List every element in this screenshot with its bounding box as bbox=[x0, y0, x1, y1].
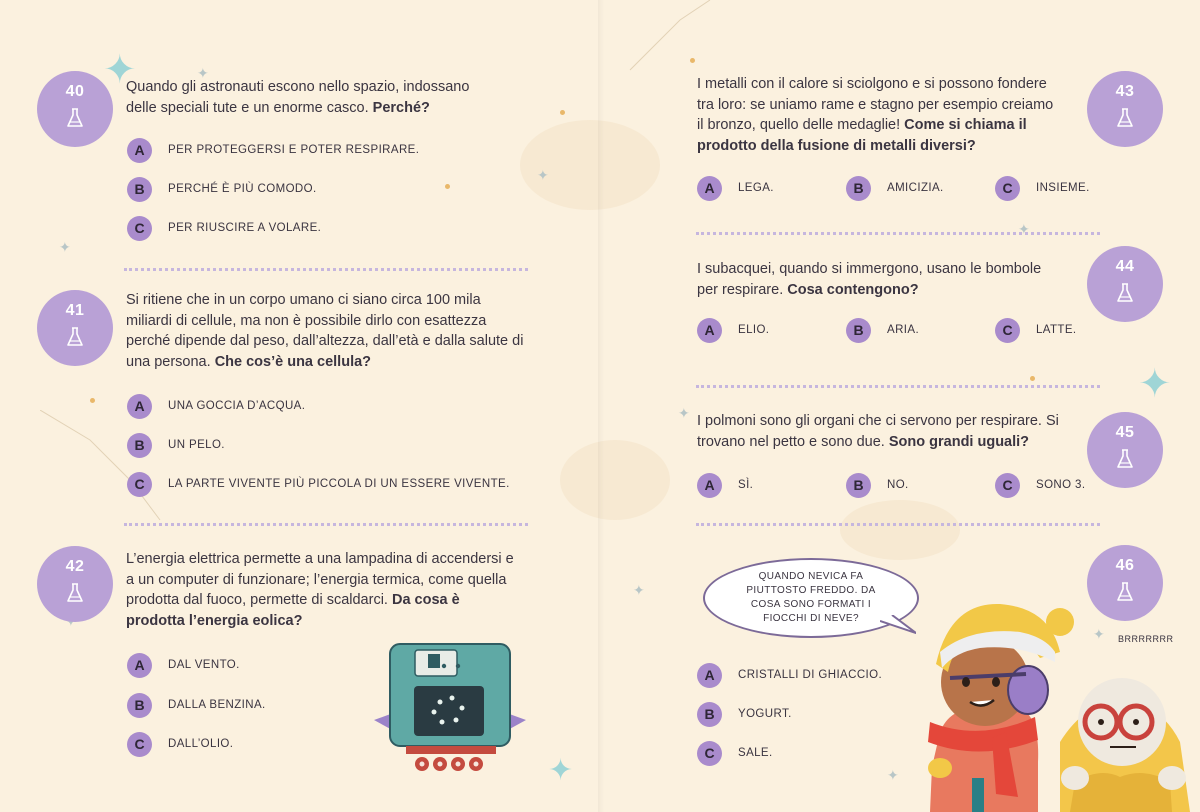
option-letter: A bbox=[697, 176, 722, 201]
flask-icon bbox=[66, 582, 84, 604]
sparkle-icon: ✦ bbox=[678, 405, 690, 421]
option-label: LA PARTE VIVENTE PIÙ PICCOLA DI UN ESSERE VIVENTE. bbox=[168, 478, 510, 490]
star-icon: ✦ bbox=[548, 754, 574, 787]
question-text: Quando gli astronauti escono nello spazio, indossano delle speciali tute e un enorme casco. Perché? bbox=[126, 79, 470, 116]
option-letter: B bbox=[697, 702, 722, 727]
option-label: PER PROTEGGERSI E POTER RESPIRARE. bbox=[168, 144, 420, 156]
question-number: 44 bbox=[1115, 258, 1135, 275]
sparkle-icon: ✦ bbox=[1018, 221, 1030, 237]
question-number-badge bbox=[1087, 71, 1163, 147]
cold-children-illustration bbox=[910, 582, 1200, 812]
speech-bubble-text: QUANDO NEVICA FA PIUTTOSTO FREDDO. DA COSA SONO FORMATI I FIOCCHI DI NEVE? bbox=[746, 571, 876, 624]
sparkle-icon: ✦ bbox=[197, 65, 209, 81]
dotted-separator bbox=[696, 385, 1100, 388]
answer-option-a[interactable] bbox=[127, 652, 240, 678]
option-label: YOGURT. bbox=[738, 708, 792, 720]
option-letter: C bbox=[995, 473, 1020, 498]
answer-option-c[interactable] bbox=[127, 731, 233, 757]
shiver-sound-text: BRRRRRRR bbox=[1118, 634, 1174, 644]
option-letter: C bbox=[995, 318, 1020, 343]
answer-option-c[interactable] bbox=[127, 215, 321, 241]
option-label: PER RIUSCIRE A VOLARE. bbox=[168, 222, 322, 234]
option-label: DALL’OLIO. bbox=[168, 738, 234, 750]
option-label: LATTE. bbox=[1036, 324, 1077, 336]
option-letter: A bbox=[697, 318, 722, 343]
sparkle-icon: ✦ bbox=[59, 239, 71, 255]
option-label: ELIO. bbox=[738, 324, 770, 336]
question-number-badge bbox=[1087, 412, 1163, 488]
answer-option-a[interactable] bbox=[697, 175, 774, 201]
answer-option-a[interactable] bbox=[127, 393, 305, 419]
option-letter: A bbox=[127, 653, 152, 678]
option-letter: A bbox=[697, 663, 722, 688]
question-number-badge bbox=[1087, 246, 1163, 322]
dotted-separator bbox=[696, 523, 1100, 526]
answer-option-b[interactable] bbox=[846, 175, 944, 201]
constellation-lines bbox=[40, 410, 170, 530]
option-label: DAL VENTO. bbox=[168, 659, 240, 671]
option-letter: B bbox=[127, 433, 152, 458]
answer-option-c[interactable] bbox=[995, 175, 1090, 201]
option-label: SONO 3. bbox=[1036, 479, 1086, 491]
answer-option-c[interactable] bbox=[995, 317, 1077, 343]
option-label: UNA GOCCIA D’ACQUA. bbox=[168, 400, 306, 412]
option-letter: A bbox=[127, 394, 152, 419]
option-label: UN PELO. bbox=[168, 439, 225, 451]
answer-option-b[interactable] bbox=[127, 432, 225, 458]
question-text: I metalli con il calore si sciolgono e si possono fondere tra loro: se uniamo rame e stagno per esempio creiamo il bronzo, quello delle medaglie! Come si chiama il prodotto della fusione di metalli diversi? bbox=[697, 76, 1054, 154]
option-letter: B bbox=[846, 176, 871, 201]
flask-icon bbox=[1116, 107, 1134, 129]
option-label: SALE. bbox=[738, 747, 773, 759]
option-label: AMICIZIA. bbox=[887, 182, 944, 194]
star-icon: ✦ bbox=[1138, 362, 1172, 406]
question-number: 42 bbox=[65, 558, 85, 575]
robot-illustration bbox=[370, 640, 530, 775]
option-letter: C bbox=[697, 741, 722, 766]
option-letter: B bbox=[846, 473, 871, 498]
option-label: SÌ. bbox=[738, 479, 754, 491]
option-label: ARIA. bbox=[887, 324, 920, 336]
answer-option-b[interactable] bbox=[697, 701, 792, 727]
question-text: Si ritiene che in un corpo umano ci siano circa 100 mila miliardi di cellule, ma non è possibile dirlo con esattezza perché dipende dal peso, dall’altezza, dall’età e dalla salute di una persona. Che cos’è una cellula? bbox=[126, 292, 524, 370]
question-number: 43 bbox=[1115, 83, 1135, 100]
question-number: 45 bbox=[1115, 424, 1135, 441]
question-number: 41 bbox=[65, 302, 85, 319]
answer-option-b[interactable] bbox=[127, 692, 266, 718]
question-number-badge bbox=[37, 71, 113, 147]
answer-option-b[interactable] bbox=[846, 317, 919, 343]
answer-option-b[interactable] bbox=[127, 176, 317, 202]
page-gutter bbox=[598, 0, 604, 812]
sparkle-icon: ✦ bbox=[1093, 626, 1105, 642]
flask-icon bbox=[1116, 282, 1134, 304]
question-number-badge bbox=[37, 290, 113, 366]
question-text: I polmoni sono gli organi che ci servono per respirare. Si trovano nel petto e sono due. Sono grandi uguali? bbox=[697, 413, 1059, 450]
answer-option-b[interactable] bbox=[846, 472, 909, 498]
answer-option-a[interactable] bbox=[697, 662, 882, 688]
answer-option-a[interactable] bbox=[697, 317, 769, 343]
option-label: NO. bbox=[887, 479, 909, 491]
answer-option-c[interactable] bbox=[127, 471, 510, 497]
question-text: I subacquei, quando si immergono, usano le bombole per respirare. Cosa contengono? bbox=[697, 261, 1042, 298]
option-letter: B bbox=[127, 177, 152, 202]
option-letter: A bbox=[697, 473, 722, 498]
option-label: PERCHÉ È PIÙ COMODO. bbox=[168, 183, 317, 195]
option-letter: B bbox=[846, 318, 871, 343]
option-letter: C bbox=[127, 472, 152, 497]
option-letter: C bbox=[127, 216, 152, 241]
question-number-badge bbox=[37, 546, 113, 622]
flask-icon bbox=[1116, 448, 1134, 470]
dotted-separator bbox=[696, 232, 1100, 235]
option-letter: C bbox=[995, 176, 1020, 201]
flask-icon bbox=[66, 107, 84, 129]
flask-icon bbox=[66, 326, 84, 348]
answer-option-a[interactable] bbox=[697, 472, 753, 498]
option-label: INSIEME. bbox=[1036, 182, 1090, 194]
answer-option-c[interactable] bbox=[697, 740, 773, 766]
question-number: 40 bbox=[65, 83, 85, 100]
star-icon: ✦ bbox=[103, 48, 137, 92]
option-letter: C bbox=[127, 732, 152, 757]
constellation-lines bbox=[620, 0, 730, 80]
dotted-separator bbox=[124, 268, 528, 271]
option-letter: A bbox=[127, 138, 152, 163]
option-label: CRISTALLI DI GHIACCIO. bbox=[738, 669, 883, 681]
dotted-separator bbox=[124, 523, 528, 526]
question-number: 46 bbox=[1115, 557, 1135, 574]
option-label: LEGA. bbox=[738, 182, 774, 194]
answer-option-c[interactable] bbox=[995, 472, 1085, 498]
question-text: L’energia elettrica permette a una lampadina di accendersi e a un computer di funzionare; l’energia termica, come quella prodotta dal fuoco, permette di scaldarci. Da cosa è prodotta l’energia eolica? bbox=[126, 551, 514, 629]
sparkle-icon: ✦ bbox=[633, 582, 645, 598]
sparkle-icon: ✦ bbox=[887, 767, 899, 783]
option-letter: B bbox=[127, 693, 152, 718]
option-label: DALLA BENZINA. bbox=[168, 699, 266, 711]
answer-option-a[interactable] bbox=[127, 137, 419, 163]
sparkle-icon: ✦ bbox=[537, 167, 549, 183]
